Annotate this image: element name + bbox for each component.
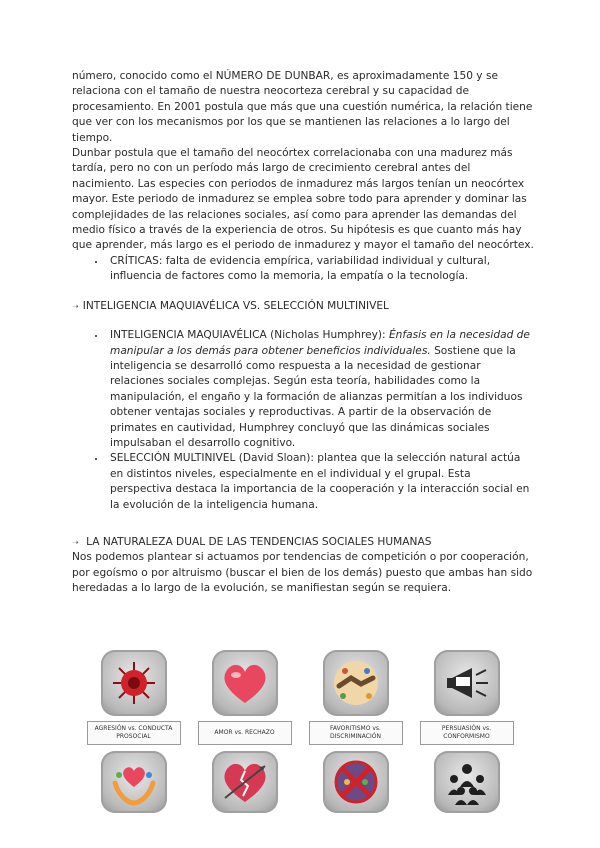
helping-hands-icon: [101, 751, 167, 813]
arrow-icon: ➝: [72, 537, 79, 547]
heart-icon: [212, 650, 278, 716]
aggression-icon: [101, 650, 167, 716]
section-heading-naturaleza-dual: ➝ LA NATURALEZA DUAL DE LAS TENDENCIAS SOCIALES HUMANAS: [72, 535, 432, 548]
paragraph-dual-tendencies: Nos podemos plantear si actuamos por tendencias de competición o por cooperación, por egoísmo o por altruismo (buscar el bien de los demás) puesto que ambas han sido heredadas a lo largo de la evolución, se manifiestan según se requiera.: [72, 551, 533, 595]
tendency-card: [300, 650, 411, 745]
document-page: [72, 69, 534, 597]
tendency-card: [189, 650, 300, 745]
megaphone-icon: [434, 650, 500, 716]
list-item-criticas: • CRÍTICAS: falta de evidencia empírica, variabilidad individual y cultural, influencia de factores como la memoria, la empatía o la tecnología.: [106, 254, 534, 285]
tendency-card: [411, 751, 522, 813]
tendency-card: [300, 751, 411, 813]
crowd-icon: [434, 751, 500, 813]
crossed-hands-icon: [323, 751, 389, 813]
tendency-card: [78, 751, 189, 813]
caption-favoritismo: FAVORITISMO vs. DISCRIMINACIÓN: [309, 721, 403, 745]
list-item-multinivel: • SELECCIÓN MULTINIVEL (David Sloan): plantea que la selección natural actúa en distintos niveles, especialmente en el individual y el grupal. Esta perspectiva destaca la importancia de la cooperación y la interacción social en la evolución de la inteligencia humana.: [106, 451, 534, 513]
theories-list: [72, 328, 534, 513]
paragraph-dunbar-number: número, conocido como el NÚMERO DE DUNBAR, es aproximadamente 150 y se relaciona con el tamaño de nuestra neocorteza cerebral y su capacidad de procesamiento. En 2001 postula que más que una cuestión numérica, la relación tiene que ver con los mecanismos por los que se mantienen las relaciones a lo largo del tiempo.: [72, 70, 533, 144]
handshake-icon: [323, 650, 389, 716]
critics-list: [72, 254, 534, 285]
caption-agresion: AGRESIÓN vs. CONDUCTA PROSOCIAL: [87, 721, 181, 745]
paragraph-dunbar-neocortex: Dunbar postula que el tamaño del neocórtex correlacionaba con una madurez más tardía, pero no con un período más largo de crecimiento cerebral antes del nacimiento. Las especies con periodos de inmadurez más largos tenían un neocórtex mayor. Este periodo de inmadurez se emplea sobre todo para aprender y dominar las complejidades de las relaciones sociales, así como para aprender las demandas del medio físico a través de la experiencia de otros. Su hipótesis es que cuanto más hay que aprender, más largo es el periodo de inmadurez y mayor el tamaño del neocórtex.: [72, 147, 534, 252]
broken-heart-icon: [212, 751, 278, 813]
tendency-card: [189, 751, 300, 813]
arrow-icon: ➝: [72, 301, 79, 311]
tendencies-grid: [78, 650, 522, 813]
caption-amor: AMOR vs. RECHAZO: [198, 721, 292, 745]
tendency-card: [411, 650, 522, 745]
section-heading-maquiavelica: ➝ INTELIGENCIA MAQUIAVÉLICA VS. SELECCIÓN MULTINIVEL: [72, 299, 389, 312]
list-item-maquiavelica: • INTELIGENCIA MAQUIAVÉLICA (Nicholas Humphrey): Énfasis en la necesidad de manipular a los demás para obtener beneficios individuales. Sostiene que la inteligencia se desarrolló como respuesta a la necesidad de gestionar relaciones sociales complejas. Según esta teoría, habilidades como la manipulación, el engaño y la formación de alianzas permitían a los individuos obtener ventajas sociales y reproductivas. A partir de la observación de primates en cautividad, Humphrey concluyó que las dinámicas sociales impulsaban el desarrollo cognitivo.: [106, 328, 534, 451]
tendency-card: [78, 650, 189, 745]
caption-persuasion: PERSUASIÓN vs. CONFORMISMO: [420, 721, 514, 745]
